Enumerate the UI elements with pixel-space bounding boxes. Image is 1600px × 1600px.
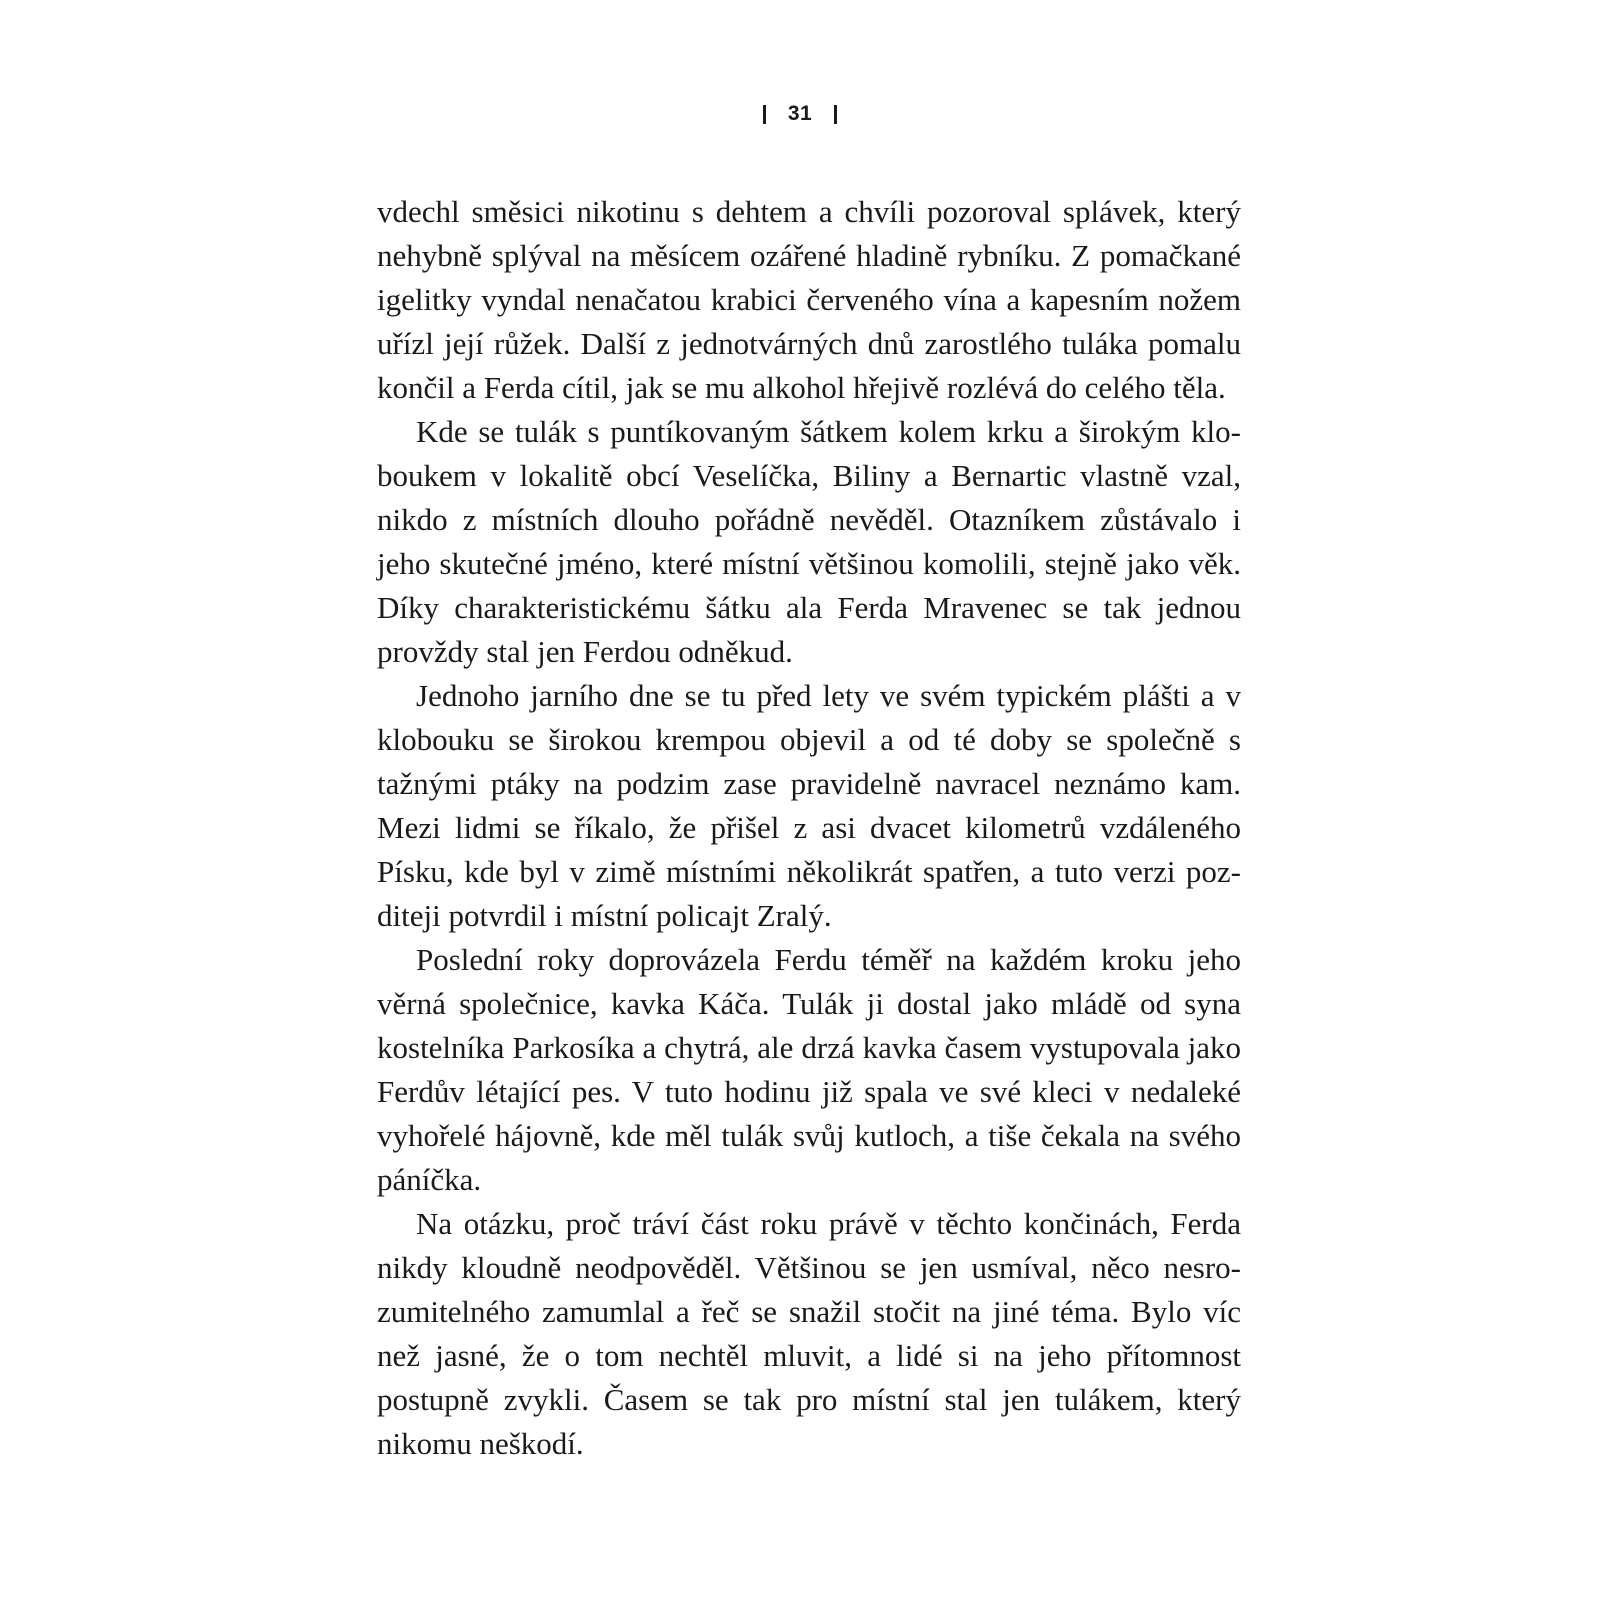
paragraph: vdechl směsici nikotinu s dehtem a chvíli pozoroval splávek, který nehybně splýval na měsícem ozářené hladině rybníku. Z pomačkané igelitky vyndal nenačatou krabici červeného vína a kapesním nožem uřízl její růžek. Další z jednotvárných dnů zarostlého tuláka pomalu končil a Ferda cítil, jak se mu alkohol hřejivě rozlévá do celého těla. [377,194,1241,405]
paragraph: Poslední roky doprovázela Ferdu téměř na každém kroku jeho věrná společnice, kavka Káča. Tulák ji dostal jako mládě od syna kostelníka Parkosíka a chytrá, ale drzá kavka časem vystupovala jako Ferdův létající pes. V tuto hodinu již spala ve své kleci v nedaleké vyhořelé hájovně, kde měl tulák svůj kutloch, a tiše čekala na svého páníčka. [377,942,1241,1197]
header-rule-right [834,105,837,124]
paragraph: Na otázku, proč tráví část roku právě v těchto končinách, Ferda nikdy kloudně neodpověděl. Většinou se jen usmíval, něco nesrozumitelného zamumlal a řeč se snažil stočit na jiné téma. Bylo víc než jasné, že o tom nechtěl mluvit, a lidé si na jeho přítomnost postupně zvykli. Časem se tak pro místní stal jen tulákem, který nikomu neškodí. [377,1206,1241,1461]
body-text [377,190,1241,1466]
page-number: 31 [787,102,813,125]
header-rule-left [763,105,766,124]
paragraph: Kde se tulák s puntíkovaným šátkem kolem krku a širokým kloboukem v lokalitě obcí Veselíčka, Biliny a Bernartic vlastně vzal, nikdo z místních dlouho pořádně nevěděl. Otazníkem zůstávalo i jeho skutečné jméno, které místní většinou komolili, stejně jako věk. Díky charakteristickému šátku ala Ferda Mravenec se tak jednou provždy stal jen Ferdou odněkud. [377,414,1241,669]
paragraph: Jednoho jarního dne se tu před lety ve svém typickém plášti a v klobouku se širokou krempou objevil a od té doby se společně s tažnými ptáky na podzim zase pravidelně navracel neznámo kam. Mezi lidmi se říkalo, že přišel z asi dvacet kilometrů vzdáleného Písku, kde byl v zimě místními několikrát spatřen, a tuto verzi pozditeji potvrdil i místní policajt Zralý. [377,678,1241,933]
page-header [0,94,1600,134]
